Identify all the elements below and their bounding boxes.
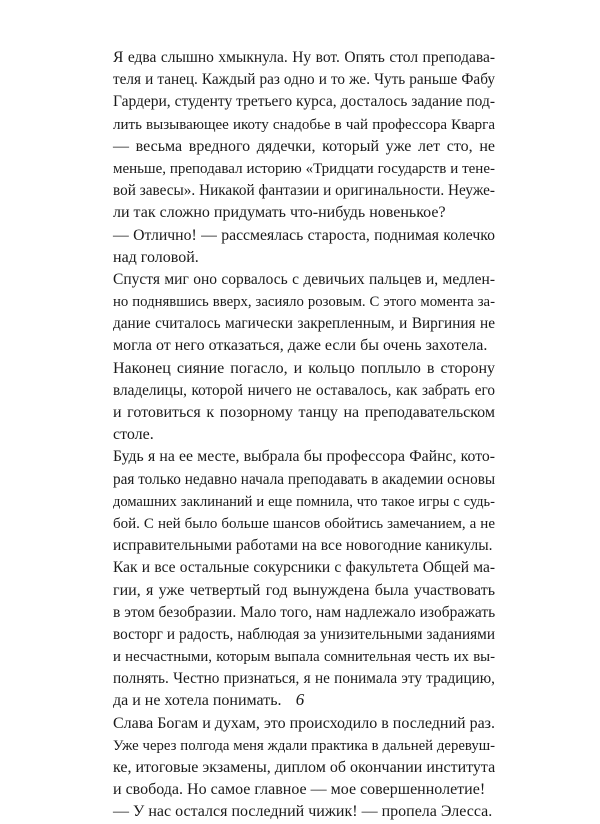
text-line: Будь я на ее месте, выбрала бы профессора Файнс, кото-: [113, 448, 495, 466]
text-line: лить вызывающее икоту снадобье в чай профессора Кварга: [113, 116, 495, 133]
text-line: и свобода. Но самое главное — мое совершеннолетие!: [113, 781, 486, 799]
text-line: и несчастными, которым выпала сомнительная честь их вы-: [113, 649, 495, 666]
text-line: гии, я уже четвертый год вынуждена была участвовать: [113, 581, 495, 599]
text-line: в этом безобразии. Мало того, нам надлежало изображать: [113, 603, 496, 621]
text-line: дание считалось магически закрепленным, и Виргиния не: [113, 315, 495, 333]
text-line: ли так сложно придумать что-нибудь новенькое?: [113, 204, 446, 222]
text-line: Слава Богам и духам, это происходило в последний раз.: [113, 714, 495, 732]
page-number: 6: [295, 690, 305, 709]
text-line: бой. С ней было больше шансов обойтись замечанием, а не: [113, 515, 495, 532]
text-line: и готовиться к позорному танцу на преподавательском: [113, 404, 495, 421]
text-line: ке, итоговые экзамены, диплом об окончании института: [113, 759, 496, 776]
text-line: Наконец сияние погасло, и кольцо поплыло в сторону: [113, 359, 495, 377]
text-line: — У нас остался последний чижик! — пропела Элесса.: [113, 803, 493, 821]
text-line: домашних заклинаний и еще помнила, что такое игры с судь-: [113, 493, 495, 510]
text-line: восторг и радость, наблюдая за унизительными заданиями: [113, 625, 495, 643]
text-line: но поднявшись вверх, засияло розовым. С этого момента за-: [113, 294, 495, 311]
text-line: владелицы, которой ничего не оставалось, как забрать его: [113, 381, 495, 399]
text-line: теля и танец. Каждый раз одно и то же. Чуть раньше Фабу: [113, 71, 495, 89]
text-line: — Отлично! — рассмеялась староста, поднимая колечко: [113, 226, 495, 244]
text-line: рая только недавно начала преподавать в академии основы: [113, 470, 496, 488]
text-line: меньше, преподавал историю «Тридцати государств и тене-: [113, 160, 495, 177]
text-line: Уже через полгода меня ждали практика в дальней деревуш-: [113, 737, 495, 754]
text-line: Как и все остальные сокурсники с факультета Общей ма-: [113, 559, 495, 577]
text-line: Я едва слышно хмыкнула. Ну вот. Опять стол преподава-: [113, 49, 495, 66]
text-line: полнять. Честно признаться, я не понимала эту традицию,: [113, 670, 495, 688]
text-line: да и не хотела понимать.: [113, 692, 282, 710]
text-line: исправительными работами на все новогодние каникулы.: [113, 537, 493, 555]
text-line: столе.: [113, 426, 154, 444]
text-line: Гардери, студенту третьего курса, досталось задание под-: [113, 93, 495, 111]
text-line: — весьма вредного дядечки, который уже лет сто, не: [113, 137, 495, 155]
text-line: вой завесы». Никакой фантазии и оригинальности. Неуже-: [113, 182, 495, 200]
text-line: над головой.: [113, 248, 199, 266]
text-line: Спустя миг оно сорвалось с девичьих пальцев и, медлен-: [113, 270, 495, 288]
text-line: могла от него отказаться, даже если бы очень захотела.: [113, 337, 488, 355]
